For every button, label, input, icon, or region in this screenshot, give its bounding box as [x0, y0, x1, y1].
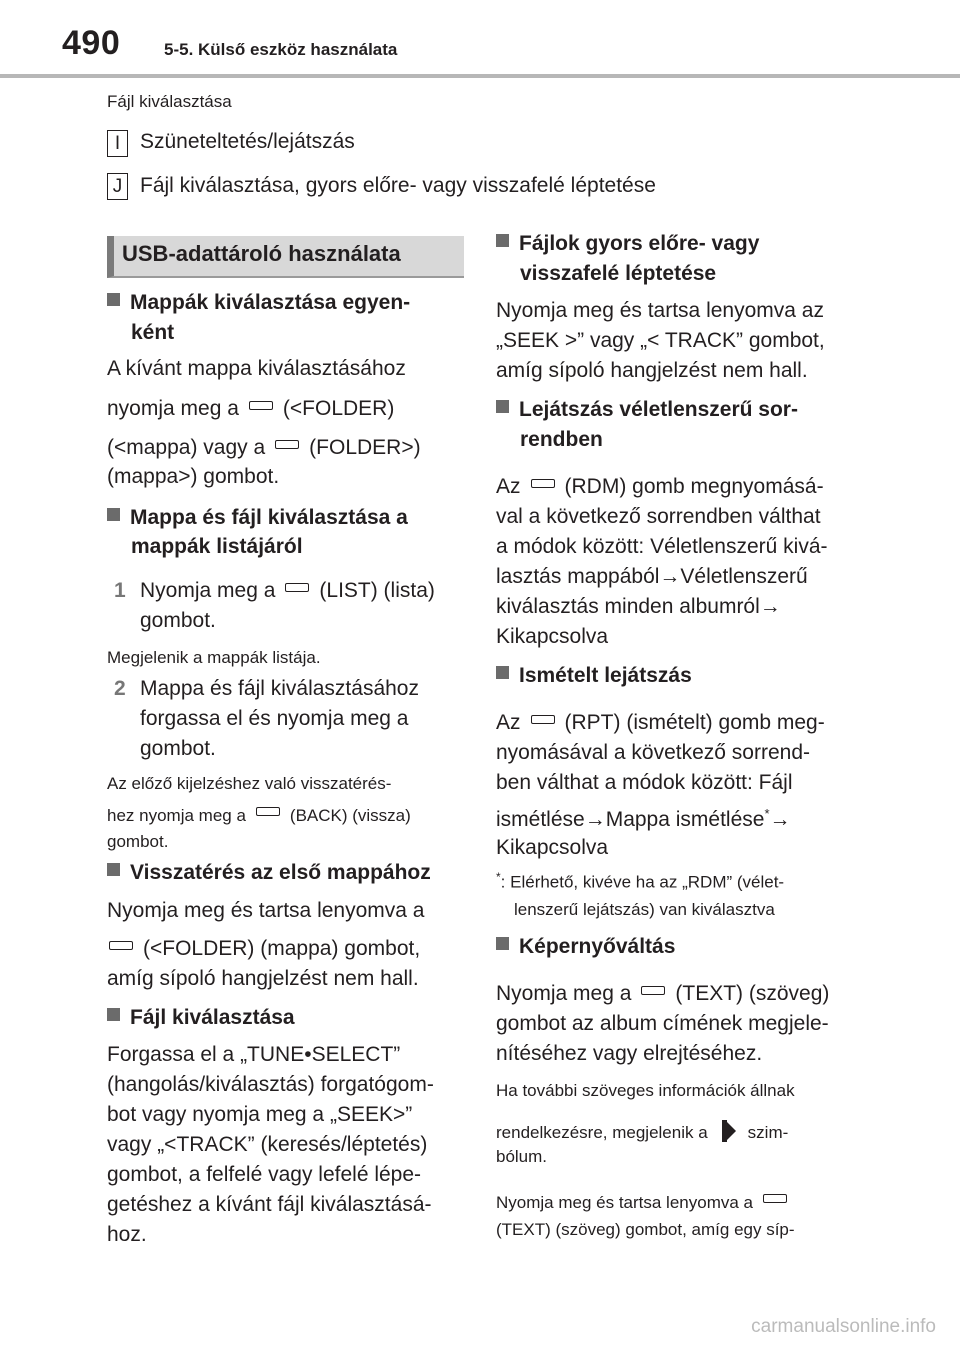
subheading-random-cont: rendben	[520, 428, 603, 451]
text-line: „SEEK >” vagy „< TRACK” gombot,	[496, 329, 825, 352]
button-icon	[531, 715, 555, 724]
text-line: getéshez a kívánt fájl kiválasztásá-	[107, 1193, 432, 1216]
text-line: vagy „<TRACK” (keresés/léptetés)	[107, 1133, 428, 1156]
subheading-folder-select-cont: ként	[131, 321, 175, 344]
text-line: a módok között: Véletlenszerű kivá-	[496, 535, 828, 558]
text-line: nyomja meg a (<FOLDER)	[107, 397, 395, 420]
button-icon	[531, 479, 555, 488]
key-description-i: Szüneteltetés/lejátszás	[140, 130, 355, 153]
step-text: gombot.	[140, 737, 216, 760]
text-line: Forgassa el a „TUNE•SELECT”	[107, 1043, 401, 1066]
button-icon	[763, 1194, 787, 1203]
footnote: lenszerű lejátszás) van kiválasztva	[514, 900, 775, 919]
note: Nyomja meg és tartsa lenyomva a	[496, 1193, 797, 1213]
square-bullet-icon	[107, 863, 120, 876]
more-text-arrow-icon	[708, 1118, 748, 1144]
note: Az előző kijelzéshez való visszatérés-	[107, 774, 392, 793]
text-line: Az (RPT) (ismételt) gomb meg-	[496, 711, 825, 734]
text-line: Nyomja meg és tartsa lenyomva az	[496, 299, 824, 322]
step-text: Mappa és fájl kiválasztásához	[140, 677, 419, 700]
text-line: hoz.	[107, 1223, 147, 1246]
key-description-j: Fájl kiválasztása, gyors előre- vagy visszafelé léptetése	[140, 174, 656, 197]
square-bullet-icon	[496, 666, 509, 679]
subheading-folder-list: Mappa és fájl kiválasztása a	[107, 506, 408, 530]
note: Megjelenik a mappák listája.	[107, 648, 321, 667]
text-line: amíg sípoló hangjelzést nem hall.	[496, 359, 808, 382]
button-icon	[256, 807, 280, 816]
step-text: forgassa el és nyomja meg a	[140, 707, 409, 730]
text-line: Nyomja meg a (TEXT) (szöveg)	[496, 982, 830, 1005]
section-title: 5-5. Külső eszköz használata	[164, 40, 398, 59]
watermark: carmanualsonline.info	[751, 1316, 936, 1337]
text-line: (<mappa) vagy a (FOLDER>)	[107, 436, 421, 459]
note: gombot.	[107, 832, 169, 851]
square-bullet-icon	[107, 293, 120, 306]
text-line: nyomásával a következő sorrend-	[496, 741, 810, 764]
subheading-fast-forward: Fájlok gyors előre- vagy	[496, 232, 759, 256]
text-line: amíg sípoló hangjelzést nem hall.	[107, 967, 419, 990]
text-line: nítéséhez vagy elrejtéséhez.	[496, 1042, 763, 1065]
step-number: 1	[114, 579, 126, 602]
note: Ha további szöveges információk állnak	[496, 1081, 795, 1100]
button-icon	[249, 401, 273, 410]
note: hez nyomja meg a (BACK) (vissza)	[107, 806, 411, 825]
square-bullet-icon	[496, 937, 509, 950]
subheading-folder-select: Mappák kiválasztása egyen-	[107, 291, 410, 315]
step-number: 2	[114, 677, 126, 700]
button-icon	[275, 440, 299, 449]
text-line: A kívánt mappa kiválasztásához	[107, 357, 406, 380]
step-text: gombot.	[140, 609, 216, 632]
square-bullet-icon	[496, 234, 509, 247]
text-line: ben válthat a módok között: Fájl	[496, 771, 793, 794]
text-line: Kikapcsolva	[496, 836, 609, 859]
note: (TEXT) (szöveg) gombot, amíg egy síp-	[496, 1220, 795, 1239]
note: rendelkezésre, megjelenik a szim-	[496, 1118, 788, 1144]
text-line: kiválasztás minden albumról→	[496, 595, 781, 618]
figure-caption: Fájl kiválasztása	[107, 92, 232, 111]
text-line: lasztás mappából→Véletlenszerű	[496, 565, 808, 588]
section-heading: USB-adattároló használata	[122, 241, 401, 266]
step-text: Nyomja meg a (LIST) (lista)	[140, 579, 435, 602]
text-line: gombot az album címének megjele-	[496, 1012, 829, 1035]
button-icon	[285, 583, 309, 592]
square-bullet-icon	[107, 1008, 120, 1021]
text-line: gombot, a felfelé vagy lefelé lépe-	[107, 1163, 422, 1186]
text-line: Az (RDM) gomb megnyomásá-	[496, 475, 824, 498]
subheading-folder-list-cont: mappák listájáról	[131, 535, 303, 558]
page-number: 490	[62, 24, 121, 62]
key-box-j: J	[107, 173, 128, 200]
subheading-fast-forward-cont: visszafelé léptetése	[520, 262, 717, 285]
text-line: Kikapcsolva	[496, 625, 609, 648]
subheading-repeat: Ismételt lejátszás	[496, 664, 692, 688]
subheading-random: Lejátszás véletlenszerű sor-	[496, 398, 798, 422]
text-line: (<FOLDER) (mappa) gombot,	[107, 937, 420, 961]
text-line: Nyomja meg és tartsa lenyomva a	[107, 899, 425, 922]
header-rule	[0, 74, 960, 78]
subheading-display-toggle: Képernyőváltás	[496, 935, 675, 959]
text-line: (mappa>) gombot.	[107, 465, 280, 488]
text-line: bot vagy nyomja meg a „SEEK>”	[107, 1103, 413, 1126]
button-icon	[641, 986, 665, 995]
subheading-first-folder: Visszatérés az első mappához	[107, 861, 431, 885]
square-bullet-icon	[107, 508, 120, 521]
text-line: val a következő sorrendben válthat	[496, 505, 821, 528]
footnote: *: Elérhető, kivéve ha az „RDM” (vélet-	[496, 870, 785, 892]
text-line: (hangolás/kiválasztás) forgatógom-	[107, 1073, 434, 1096]
text-line: ismétlése→Mappa ismétlése*→	[496, 806, 791, 831]
button-icon	[109, 941, 133, 950]
square-bullet-icon	[496, 400, 509, 413]
note: bólum.	[496, 1147, 548, 1166]
key-box-i: I	[107, 130, 128, 157]
subheading-file-select: Fájl kiválasztása	[107, 1006, 295, 1030]
